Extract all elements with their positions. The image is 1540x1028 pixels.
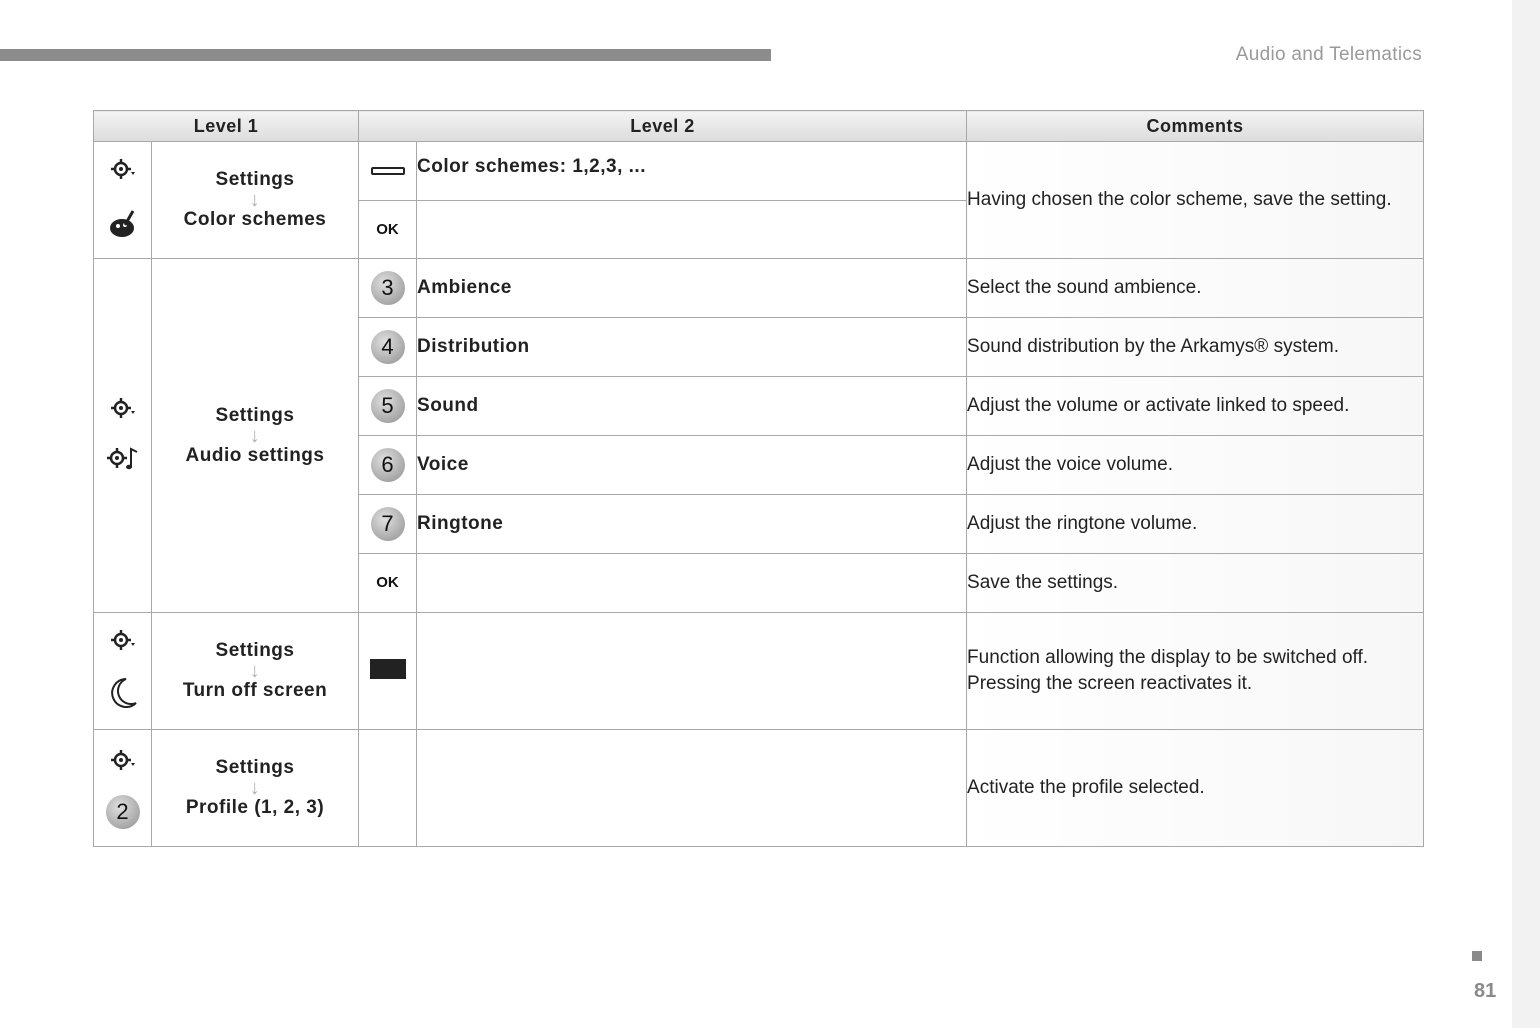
level2-icon-cell: [359, 377, 417, 436]
level1-bottom: Color schemes: [183, 209, 327, 230]
number-badge: 3: [371, 271, 405, 305]
comment-cell: Sound distribution by the Arkamys® system.: [967, 318, 1424, 377]
level2-label: Ambience: [417, 259, 967, 318]
level2-label: Color schemes: 1,2,3, ...: [417, 142, 967, 201]
level1-top: Settings: [215, 640, 295, 661]
level2-icon-cell: [359, 730, 417, 847]
level1-path: [152, 259, 359, 613]
settings-gear-icon: [110, 157, 136, 187]
comment-cell: Having chosen the color scheme, save the setting.: [967, 142, 1424, 259]
down-arrow-icon: ↓: [249, 424, 261, 447]
level2-icon-cell: [359, 554, 417, 613]
page-margin-band: [1512, 0, 1540, 1028]
level1-icons: [94, 259, 152, 613]
section-title: Audio and Telematics: [1235, 44, 1422, 65]
level1-icons: [94, 613, 152, 730]
comment-cell: Adjust the ringtone volume.: [967, 495, 1424, 554]
level1-path: [152, 730, 359, 847]
level2-icon-cell: [359, 259, 417, 318]
table-row: [94, 259, 1424, 318]
comment-cell: Function allowing the display to be switched off. Pressing the screen reactivates it.: [967, 613, 1424, 730]
chapter-marker: [1472, 951, 1482, 961]
level2-label: Voice: [417, 436, 967, 495]
settings-table: [93, 110, 1424, 847]
color-bar-icon: [371, 167, 405, 175]
level2-icon-cell: [359, 613, 417, 730]
level1-bottom: Turn off screen: [182, 680, 328, 701]
palette-icon: [109, 209, 137, 244]
comment-cell: Save the settings.: [967, 554, 1424, 613]
number-badge: 6: [371, 448, 405, 482]
level2-label: [417, 730, 967, 847]
profile-number-badge: 2: [106, 795, 140, 829]
number-badge: 7: [371, 507, 405, 541]
ok-icon: OK: [376, 220, 399, 238]
down-arrow-icon: ↓: [249, 189, 261, 211]
level1-top: Settings: [215, 404, 295, 426]
level1-bottom: Profile (1, 2, 3): [185, 797, 325, 818]
level2-icon-cell: [359, 318, 417, 377]
level2-label: [417, 613, 967, 730]
comment-cell: Adjust the volume or activate linked to speed.: [967, 377, 1424, 436]
level2-label: [417, 201, 967, 259]
table-row: [94, 142, 1424, 201]
level2-label: Distribution: [417, 318, 967, 377]
table-row: [94, 613, 1424, 730]
table-row: [94, 730, 1424, 847]
level1-top: Settings: [215, 169, 295, 190]
level1-top: Settings: [215, 757, 295, 778]
level2-label: Ringtone: [417, 495, 967, 554]
level1-path: [152, 613, 359, 730]
table-header-row: [94, 111, 1424, 142]
header-level2: Level 2: [359, 111, 967, 142]
level2-icon-cell: [359, 142, 417, 201]
level1-path: [152, 142, 359, 259]
comment-cell: Activate the profile selected.: [967, 730, 1424, 847]
comment-cell: Adjust the voice volume.: [967, 436, 1424, 495]
page-number: 81: [1474, 980, 1497, 1002]
level2-icon-cell: [359, 201, 417, 259]
down-arrow-icon: ↓: [249, 777, 261, 799]
level2-icon-cell: [359, 495, 417, 554]
number-badge: 5: [371, 389, 405, 423]
settings-gear-icon: [110, 748, 136, 777]
header-rule: [0, 49, 771, 61]
header-level1: Level 1: [94, 111, 359, 142]
number-badge: 4: [371, 330, 405, 364]
level1-bottom: Audio settings: [185, 444, 325, 466]
level2-label: [417, 554, 967, 613]
header-comments: Comments: [967, 111, 1424, 142]
level2-label: Sound: [417, 377, 967, 436]
level2-icon-cell: [359, 436, 417, 495]
audio-settings-icon: [107, 445, 139, 476]
level1-icons: [94, 142, 152, 259]
moon-icon: [108, 677, 138, 714]
comment-cell: Select the sound ambience.: [967, 259, 1424, 318]
settings-gear-icon: [110, 396, 136, 425]
settings-gear-icon: [110, 628, 136, 657]
level1-icons: [94, 730, 152, 847]
black-screen-icon: [370, 659, 406, 679]
down-arrow-icon: ↓: [249, 660, 261, 682]
ok-icon: OK: [376, 574, 399, 591]
